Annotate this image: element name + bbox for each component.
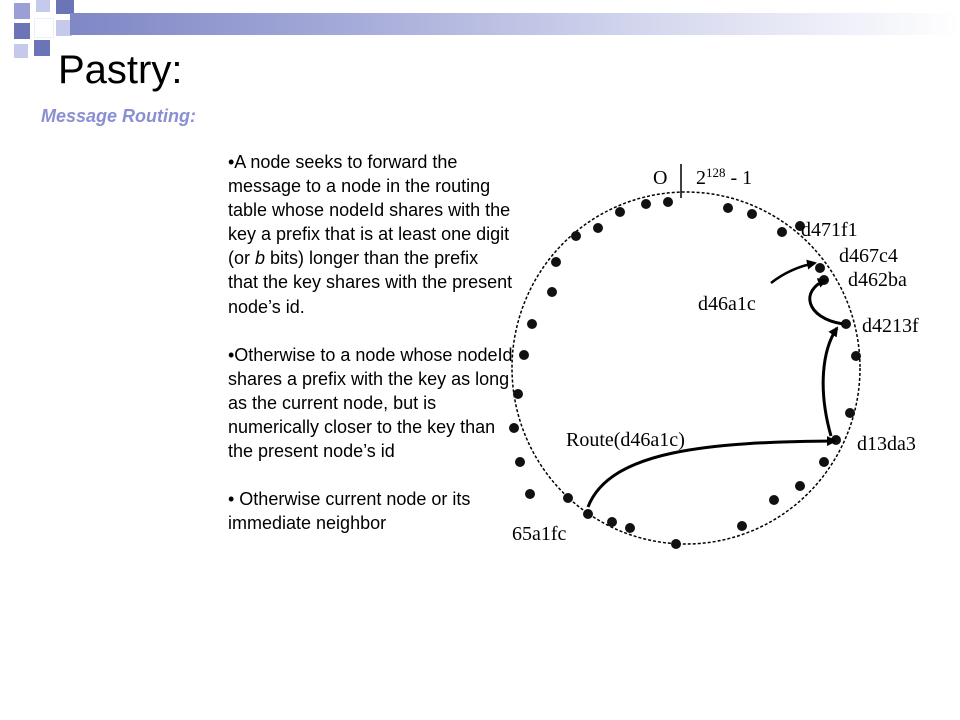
route-arrow-d4213f-to-d462ba xyxy=(810,280,843,324)
node-dot xyxy=(607,517,617,527)
node-dots xyxy=(509,197,861,549)
node-dot xyxy=(527,319,537,329)
node-label-d13da3: d13da3 xyxy=(857,433,916,455)
bullet-item xyxy=(228,487,513,535)
node-label-d467c4: d467c4 xyxy=(839,245,898,267)
route-label: Route(d46a1c) xyxy=(566,429,685,451)
slide-title: Pastry: xyxy=(58,48,183,92)
bullet-text: bits) longer than the prefix that the key shares with the present node’s id. xyxy=(228,248,513,317)
node-dot xyxy=(641,199,651,209)
node-dot xyxy=(525,489,535,499)
node-label-d46a1c: d46a1c xyxy=(698,293,756,315)
node-label-d4213f: d4213f xyxy=(862,315,919,337)
decorative-square xyxy=(36,0,50,12)
pointer-arrow-d46a1c xyxy=(771,263,815,283)
node-dot xyxy=(737,521,747,531)
node-dot xyxy=(513,389,523,399)
node-dot xyxy=(615,207,625,217)
bullet-item xyxy=(228,150,513,319)
node-dot xyxy=(571,231,581,241)
node-label-d462ba: d462ba xyxy=(848,269,907,291)
node-label-65a1fc: 65a1fc xyxy=(512,523,567,545)
node-dot xyxy=(519,350,529,360)
decorative-square xyxy=(34,40,50,56)
bullet-text: • Otherwise current node or its immediate neighbor xyxy=(228,489,471,534)
node-dot xyxy=(815,263,825,273)
node-dot xyxy=(851,351,861,361)
node-dot xyxy=(625,523,635,533)
id-space-ring xyxy=(512,192,860,544)
node-dot xyxy=(509,423,519,433)
ring-start-label: O xyxy=(653,167,668,189)
node-label-d471f1: d471f1 xyxy=(801,219,858,241)
node-dot xyxy=(845,408,855,418)
node-dot xyxy=(795,481,805,491)
node-dot xyxy=(769,495,779,505)
decorative-square xyxy=(14,44,28,58)
routing-ring-diagram xyxy=(500,150,950,720)
node-dot xyxy=(515,457,525,467)
node-dot xyxy=(663,197,673,207)
decorative-square xyxy=(34,18,54,38)
decorative-square xyxy=(14,23,30,39)
ring-end-label: $2^{128} - 1$ xyxy=(696,165,753,189)
bullet-text: •Otherwise to a node whose nodeId shares a prefix with the key as long as the current node, but is numerically closer to the key than the present node’s id xyxy=(228,344,513,462)
node-dot xyxy=(747,209,757,219)
bullet-item xyxy=(228,343,513,463)
bullet-text: b xyxy=(255,248,266,269)
node-dot xyxy=(551,257,561,267)
node-dot xyxy=(819,457,829,467)
node-dot xyxy=(671,539,681,549)
node-dot xyxy=(723,203,733,213)
node-dot xyxy=(563,493,573,503)
slide-subtitle: Message Routing: xyxy=(41,106,197,126)
bullet-text: •A node seeks to forward the message to a node in the routing table whose nodeId shares with the key a prefix that is at least one digit (or xyxy=(228,152,511,269)
decorative-square xyxy=(14,3,30,19)
node-dot xyxy=(547,287,557,297)
header-gradient-bar xyxy=(70,13,960,35)
decorative-square xyxy=(56,0,74,14)
route-arrow-d13da3-to-d4213f xyxy=(823,328,837,436)
bullet-list xyxy=(228,150,513,559)
node-dot xyxy=(777,227,787,237)
node-dot xyxy=(593,223,603,233)
node-dot xyxy=(583,509,593,519)
